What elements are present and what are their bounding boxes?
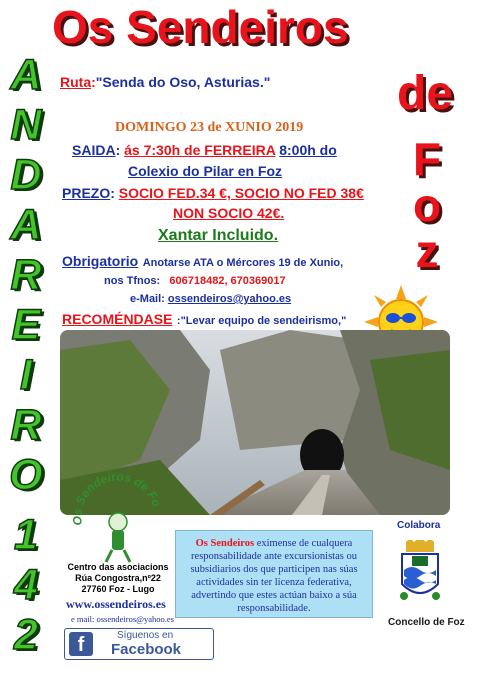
club-logo-text: Os Sendeiros de Fo: [70, 470, 164, 526]
event-date: DOMINGO 23 de XUNIO 2019: [115, 120, 304, 135]
banner-digit: 4: [14, 561, 38, 609]
foz-letter: o: [412, 179, 442, 231]
tfnos-label: nos Tfnos:: [104, 275, 161, 287]
foz-letter: z: [415, 225, 439, 277]
facebook-button[interactable]: [64, 628, 214, 660]
sponsor-name: Concello de Foz: [388, 617, 465, 628]
saida-time1: ás 7:30h de FERREIRA: [124, 142, 276, 158]
disclaimer-text: eximense de cualquera responsabilidade ante excursionistas ou subsidiarios dos que participen nas súas actividades sin ter licenza federativa, advertindo que estes actúan baixo a súa responsabilidade.: [190, 538, 358, 614]
saida-time2: 8:00h do: [279, 142, 337, 158]
recomendase-value: "Levar equipo de sendeirismo,": [180, 315, 347, 327]
ruta-value: "Senda do Oso, Asturias.": [95, 74, 271, 90]
banner-letter: R: [10, 401, 42, 449]
concello-crest-icon: [398, 540, 442, 610]
club-website[interactable]: www.ossendeiros.es: [66, 597, 166, 611]
vertical-banner: [4, 50, 48, 660]
email-label: e-Mail:: [130, 293, 165, 305]
club-email[interactable]: e mail: ossendeiros@yahoo.es: [71, 614, 174, 624]
saida-line: SAIDA: ás 7:30h de FERREIRA 8:00h do: [72, 142, 337, 158]
obligatorio-label: Obrigatorio: [62, 253, 139, 269]
club-logo: [70, 470, 165, 565]
banner-letter: R: [10, 251, 42, 299]
facebook-line2: Facebook: [111, 641, 182, 658]
prezo-non-socio: NON SOCIO 42€.: [173, 205, 285, 221]
prezo-label: PREZO: [62, 185, 111, 201]
ruta-label: Ruta: [60, 74, 92, 90]
banner-digit: 2: [14, 611, 38, 659]
prezo-value: SOCIO FED.34 €, SOCIO NO FED 38€: [118, 185, 364, 201]
banner-letter: A: [10, 201, 42, 249]
disclaimer-bold: Os Sendeiros: [195, 538, 255, 549]
obligatorio-line: [62, 253, 343, 271]
tfnos-value: 606718482, 670369017: [169, 275, 286, 287]
facebook-line1: Síguenos en: [117, 630, 174, 641]
address-line: 27760 Foz - Lugo: [81, 584, 155, 594]
disclaimer-box: [175, 530, 373, 618]
recomendase-line: RECOMÉNDASE :"Levar equipo de sendeirismo,": [62, 311, 347, 327]
foz-letter: F: [412, 133, 442, 185]
poster-title: Os Sendeiros: [52, 1, 349, 53]
banner-letter: N: [10, 101, 42, 149]
banner-digit: 1: [14, 511, 38, 559]
address-line: Centro das asociacions: [67, 562, 169, 572]
club-address: [58, 562, 178, 595]
address-line: Rúa Congostra,nº22: [75, 573, 161, 583]
recomendase-label: RECOMÉNDASE: [62, 311, 173, 327]
banner-letter: A: [10, 51, 42, 99]
email-line: [130, 293, 291, 305]
ruta-line: Ruta:"Senda do Oso, Asturias.": [60, 74, 271, 90]
saida-place: Colexio do Pilar en Foz: [128, 163, 283, 179]
email-value: ossendeiros@yahoo.es: [167, 293, 292, 305]
title-de: de: [397, 67, 454, 120]
banner-letter: I: [20, 351, 32, 399]
obligatorio-text: Anotarse ATA o Mércores 19 de Xunio,: [142, 257, 344, 269]
facebook-icon: f: [69, 632, 93, 656]
xantar-line: Xantar Incluido.: [158, 227, 279, 244]
banner-letter: D: [10, 151, 42, 199]
saida-label: SAIDA: [72, 142, 116, 158]
title-foz: [392, 133, 462, 277]
tfnos-line: [104, 275, 286, 287]
banner-letter: E: [11, 301, 41, 349]
prezo-line: PREZO: SOCIO FED.34 €, SOCIO NO FED 38€: [62, 185, 364, 201]
sponsor-label: Colabora: [397, 520, 441, 531]
banner-letter: O: [9, 451, 43, 499]
